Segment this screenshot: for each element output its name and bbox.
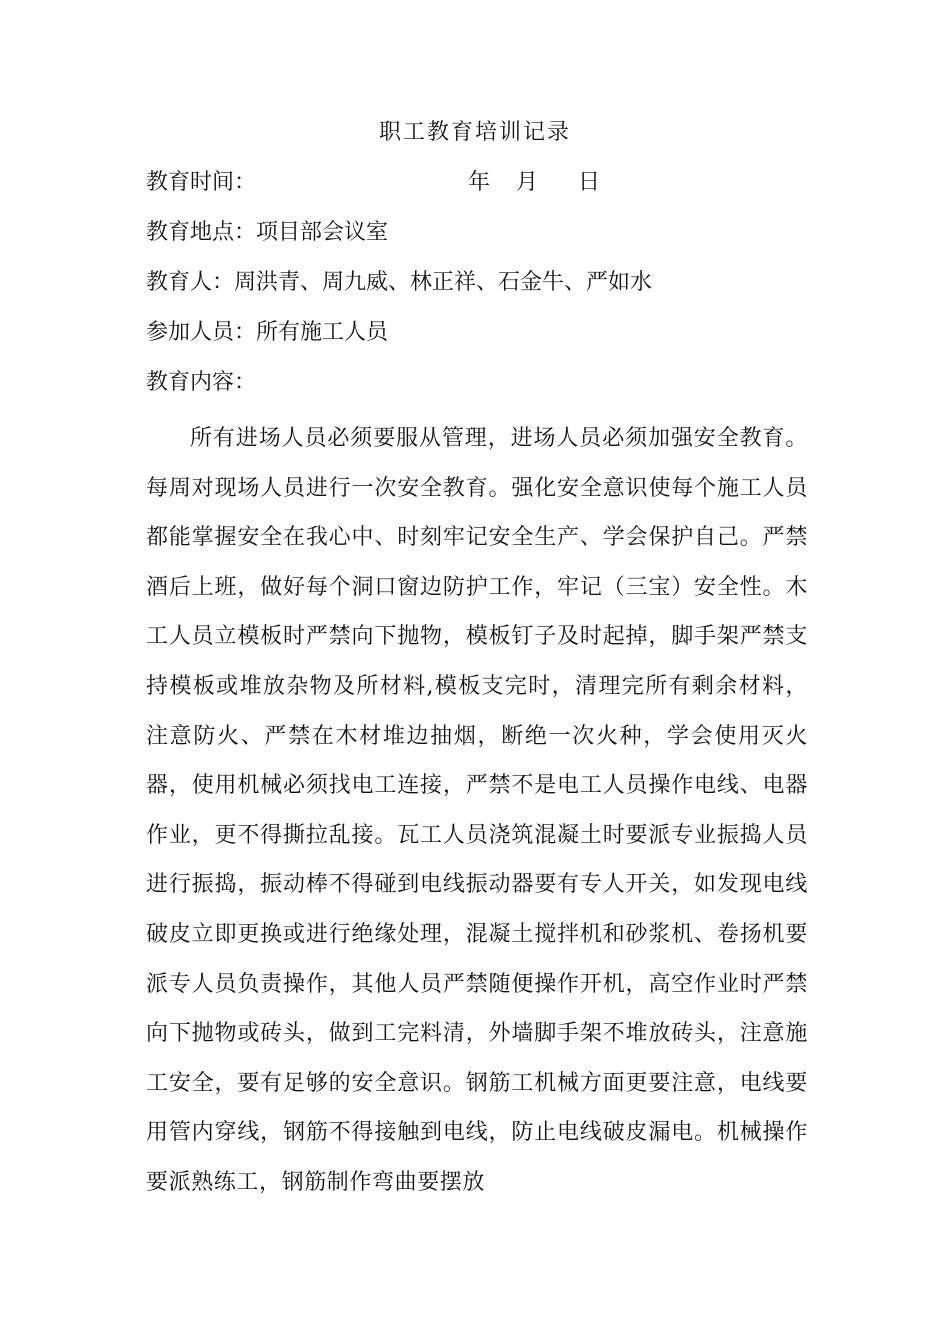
educator-label: 教育人： xyxy=(146,270,235,295)
participants-row xyxy=(146,316,388,350)
content-label-row xyxy=(146,366,256,400)
education-time-row xyxy=(146,166,601,200)
education-time-label: 教育时间： xyxy=(146,170,257,195)
education-location-label: 教育地点： xyxy=(146,220,257,245)
document-title: 职工教育培训记录 xyxy=(378,120,571,145)
education-time-year: 年 xyxy=(468,170,491,195)
educator-value: 周洪青、周九威、林正祥、石金牛、严如水 xyxy=(234,270,653,295)
content-body: 所有进场人员必须要服从管理，进场人员必须加强安全教育。每周对现场人员进行一次安全教育。强化安全意识使每个施工人员都能掌握安全在我心中、时刻牢记安全生产、学会保护自己。严禁酒后上班，做好每个洞口窗边防护工作，牢记（三宝）安全性。木工人员立模板时严禁向下抛物，模板钉子及时起掉，脚手架严禁支持模板或堆放杂物及所材料,模板支完时，清理完所有剩余材料，注意防火、严禁在木材堆边抽烟，断绝一次火种，学会使用灭火器，使用机械必须找电工连接，严禁不是电工人员操作电线、电器作业，更不得撕拉乱接。瓦工人员浇筑混凝土时要派专业振捣人员进行振捣，振动棒不得碰到电线振动器要有专人开关，如发现电线破皮立即更换或进行绝缘处理，混凝土搅拌机和砂浆机、卷扬机要派专人员负责操作，其他人员严禁随便操作开机，高空作业时严禁向下抛物或砖头，做到工完料清，外墙脚手架不堆放砖头，注意施工安全，要有足够的安全意识。钢筋工机械方面更要注意，电线要用管内穿线，钢筋不得接触到电线，防止电线破皮漏电。机械操作要派熟练工，钢筋制作弯曲要摆放 xyxy=(146,426,808,1195)
participants-label: 参加人员： xyxy=(146,320,257,345)
education-time-day: 日 xyxy=(578,170,601,195)
education-location-row xyxy=(146,216,388,250)
content-label: 教育内容： xyxy=(146,370,257,395)
educator-row xyxy=(146,266,652,300)
education-time-month: 月 xyxy=(516,170,539,195)
participants-value: 所有施工人员 xyxy=(256,320,389,345)
education-location-value: 项目部会议室 xyxy=(256,220,389,245)
